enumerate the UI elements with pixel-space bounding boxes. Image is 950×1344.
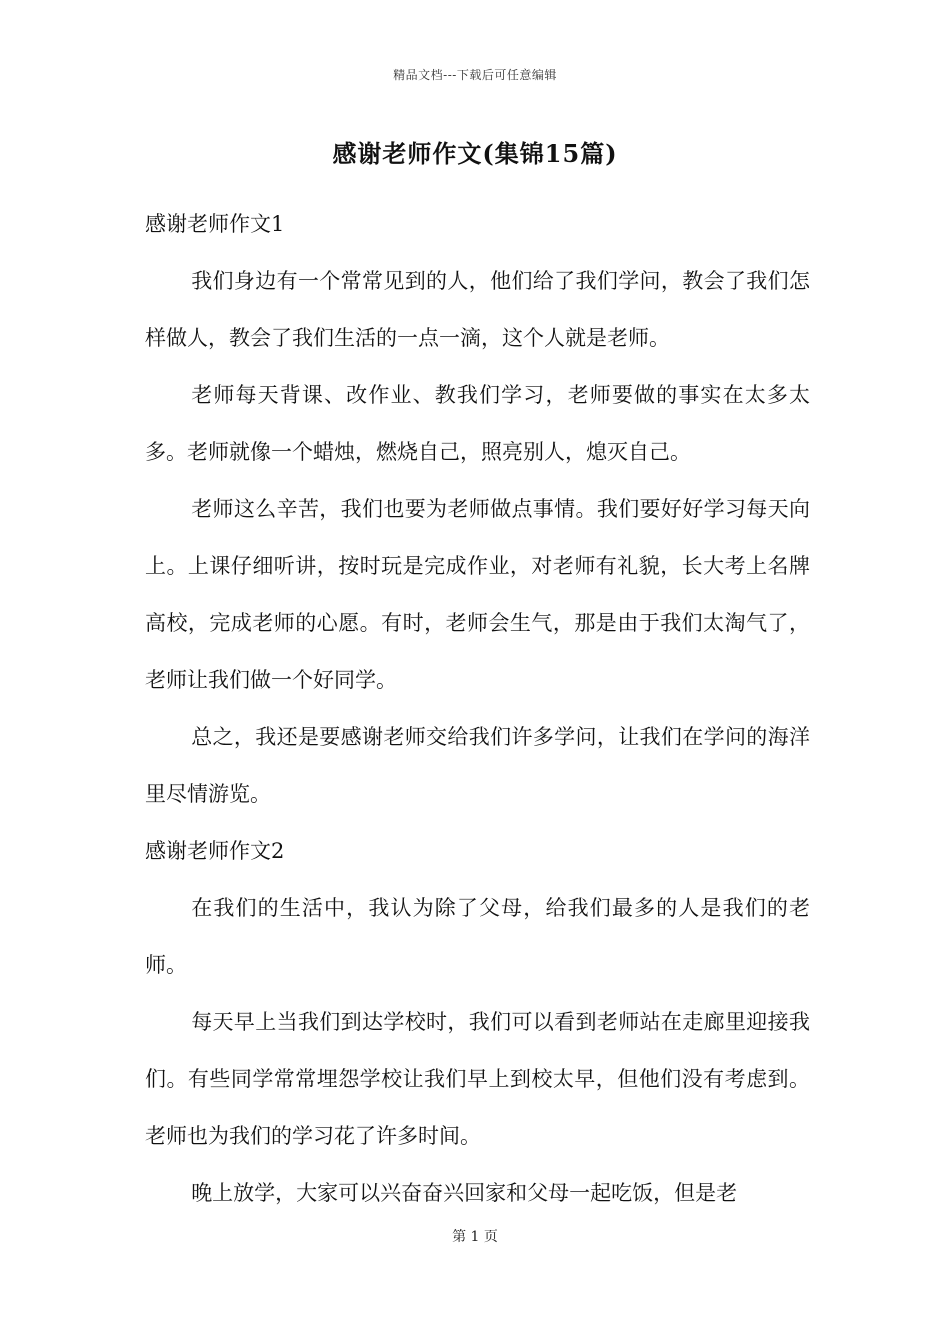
- section-heading: 感谢老师作文2: [145, 839, 285, 863]
- page-number: 第 1 页: [452, 1229, 498, 1245]
- header-note: 精品文档---下载后可任意编辑: [393, 68, 557, 82]
- document-title: 感谢老师作文(集锦15篇): [332, 139, 618, 168]
- section-heading: 感谢老师作文1: [145, 212, 285, 236]
- paragraph: 老师这么辛苦，我们也要为老师做点事情。我们要好好学习每天向上。上课仔细听讲，按时玩是完成作业，对老师有礼貌，长大考上名牌高校，完成老师的心愿。有时，老师会生气，那是由于我们太淘气了，老师让我们做一个好同学。: [145, 497, 810, 692]
- document-body: [145, 196, 810, 1222]
- paragraph: 晚上放学，大家可以兴奋奋兴回家和父母一起吃饭，但是老: [191, 1181, 738, 1205]
- paragraph: 老师每天背课、改作业、教我们学习，老师要做的事实在太多太多。老师就像一个蜡烛，燃烧自己，照亮别人，熄灭自己。: [145, 383, 810, 464]
- paragraph: 我们身边有一个常常见到的人，他们给了我们学问，教会了我们怎样做人，教会了我们生活的一点一滴，这个人就是老师。: [145, 269, 810, 350]
- paragraph: 每天早上当我们到达学校时，我们可以看到老师站在走廊里迎接我们。有些同学常常埋怨学校让我们早上到校太早，但他们没有考虑到。老师也为我们的学习花了许多时间。: [145, 1010, 810, 1148]
- paragraph: 总之，我还是要感谢老师交给我们许多学问，让我们在学问的海洋里尽情游览。: [145, 725, 810, 806]
- paragraph: 在我们的生活中，我认为除了父母，给我们最多的人是我们的老师。: [145, 896, 810, 977]
